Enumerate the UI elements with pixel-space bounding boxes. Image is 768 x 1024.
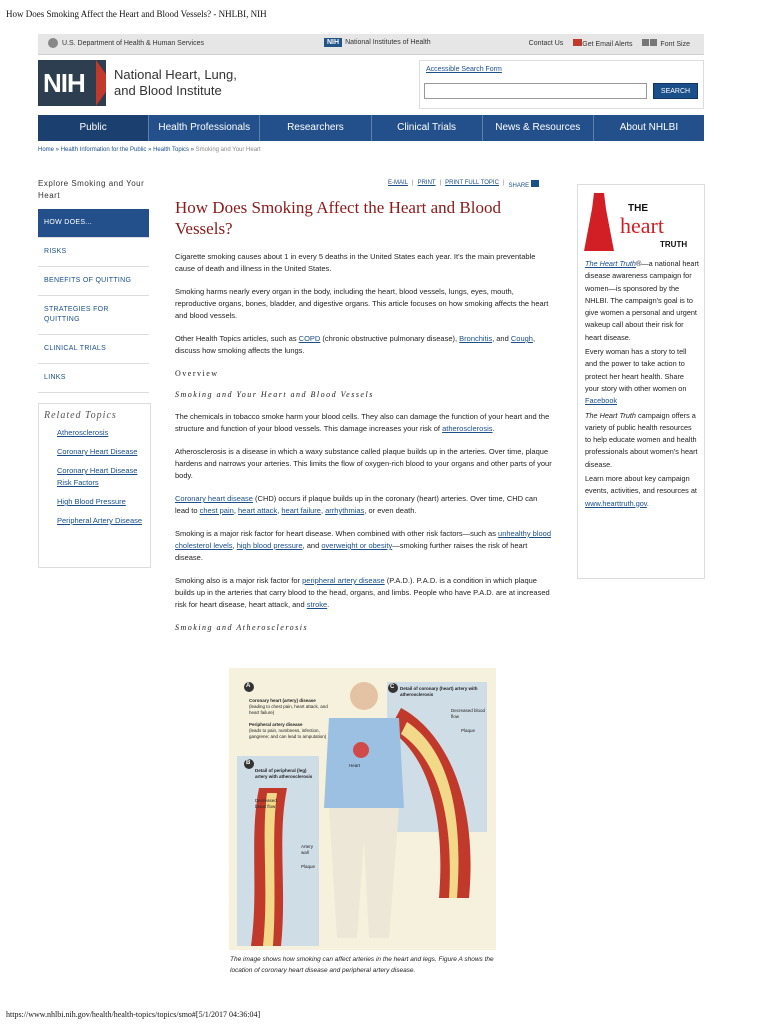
share-icon	[531, 180, 539, 187]
cholesterol-link[interactable]: unhealthy blood cholesterol levels	[175, 529, 552, 550]
institute-name	[114, 67, 237, 99]
nih-link[interactable]	[324, 38, 431, 47]
font-decrease-icon[interactable]	[642, 39, 649, 46]
nav-tab-news-resources[interactable]: News & Resources	[483, 115, 594, 141]
related-link[interactable]: Coronary Heart Disease	[57, 447, 138, 456]
cough-link[interactable]: Cough	[510, 334, 533, 343]
person-pants	[329, 808, 399, 938]
nav-tab-clinical-trials[interactable]: Clinical Trials	[372, 115, 483, 141]
breadcrumb-sep: »	[189, 147, 196, 153]
heart-label: Heart	[349, 763, 361, 768]
heart-attack-link[interactable]: heart attack	[237, 506, 278, 515]
arrhythmias-link[interactable]: arrhythmias	[325, 506, 365, 515]
nav-tab-public[interactable]: Public	[38, 115, 149, 141]
heart-truth-text	[585, 258, 699, 512]
related-link[interactable]: Atherosclerosis	[57, 428, 109, 437]
breadcrumb-current: Smoking and Your Heart	[195, 147, 261, 153]
print-link[interactable]: PRINT	[417, 180, 436, 186]
chd-link[interactable]: Coronary heart disease	[175, 494, 253, 503]
facebook-link[interactable]: Facebook	[585, 396, 618, 406]
institute-name-line1: National Heart, Lung,	[114, 67, 237, 82]
label-c: C	[390, 684, 395, 690]
heart-shape	[353, 742, 369, 758]
logo-truth: TRUTH	[660, 240, 688, 249]
logo-the: THE	[628, 203, 648, 214]
nih-badge: NIH	[324, 38, 342, 47]
mail-icon	[573, 39, 582, 46]
email-alerts-label: Get Email Alerts	[582, 41, 633, 48]
sidebar-nav	[38, 209, 149, 393]
search-input[interactable]	[424, 83, 647, 99]
hhs-eagle-icon	[48, 38, 58, 48]
chest-pain-link[interactable]: chest pain	[199, 506, 234, 515]
subsection-heading: Smoking and Atherosclerosis	[175, 623, 309, 632]
decreased-flow-b: Decreased blood flow	[255, 798, 277, 809]
related-link[interactable]: High Blood Pressure	[57, 497, 126, 506]
breadcrumb-sep: »	[146, 147, 154, 153]
atherosclerosis-illustration	[229, 668, 496, 950]
learn-more-text: Learn more about key campaign events, activities, and resources at	[585, 474, 697, 496]
font-size-label: Font Size	[660, 41, 690, 48]
logo-chevron	[96, 60, 106, 106]
figure-caption: The image shows how smoking can affect arteries in the heart and legs. Figure A shows the location of coronary heart disease and peripheral artery disease.	[230, 956, 494, 974]
sidebar-item-benefits[interactable]: BENEFITS OF QUITTING	[38, 267, 149, 296]
campaign-text: campaign offers a variety of public health resources to help educate women and health professionals about women's heart disease.	[585, 410, 698, 469]
detail-c-label: Detail of coronary (heart) artery with atherosclerosis	[400, 686, 478, 697]
heart-truth-box	[577, 184, 705, 579]
paragraph: The chemicals in tobacco smoke harm your blood cells. They also can damage the function of your heart and the structure and function of your blood vessels. This damage increases your risk of atherosclerosis.	[175, 412, 550, 433]
label-b: B	[246, 760, 251, 766]
paragraph: Coronary heart disease (CHD) occurs if plaque builds up in the coronary (heart) arteries. Over time, CHD can lead to chest pain, heart attack, heart failure, arrhythmias, or even death.	[175, 494, 538, 515]
heart-failure-link[interactable]: heart failure	[281, 506, 321, 515]
detail-b-label: Detail of peripheral (leg) artery with atherosclerosis	[255, 768, 313, 779]
breadcrumb-home[interactable]: Home	[38, 147, 55, 153]
nav-tab-researchers[interactable]: Researchers	[260, 115, 371, 141]
hhs-label: U.S. Department of Health & Human Services	[62, 39, 205, 47]
nav-tab-health-professionals[interactable]: Health Professionals	[149, 115, 260, 141]
paragraph: Other Health Topics articles, such as COPD (chronic obstructive pulmonary disease), Bronchitis, and Cough, discuss how smoking affects the lungs.	[175, 334, 536, 355]
related-topics	[38, 403, 151, 568]
sidebar-item-risks[interactable]: RISKS	[38, 238, 149, 267]
breadcrumb-sep: »	[54, 147, 61, 153]
decreased-flow-c: Decreased blood flow	[451, 708, 486, 719]
paragraph: Smoking harms nearly every organ in the body, including the heart, blood vessels, lungs, eyes, mouth, reproductive organs, bones, bladder, and digestive organs. This article focuses on how smoking affects the heart and blood vessels.	[175, 287, 549, 320]
email-alerts-link[interactable]	[573, 39, 632, 48]
contact-us-link[interactable]: Contact Us	[528, 40, 564, 47]
red-dress-icon	[584, 193, 614, 251]
related-link[interactable]: Peripheral Artery Disease	[57, 516, 143, 525]
obesity-link[interactable]: overweight or obesity	[321, 541, 393, 550]
chd-detail: (leading to chest pain, heart attack, and heart failure)	[249, 704, 328, 715]
search-box	[419, 60, 704, 109]
page-tools: E-MAIL | PRINT | PRINT FULL TOPIC | SHARE	[388, 180, 539, 189]
breadcrumb-topics[interactable]: Health Topics	[153, 147, 189, 153]
sidebar-item-clinical-trials[interactable]: CLINICAL TRIALS	[38, 335, 149, 364]
print-full-link[interactable]: PRINT FULL TOPIC	[445, 180, 499, 186]
heart-truth-logo[interactable]	[584, 189, 698, 257]
pad-link[interactable]: peripheral artery disease	[302, 576, 385, 585]
page-title: How Does Smoking Affect the Heart and Blood Vessels?	[175, 198, 501, 238]
share-label: SHARE	[508, 183, 530, 189]
story-text: Every woman has a story to tell and the power to take action to protect her heart health. Share your story with other women on	[585, 347, 687, 393]
site-period: .	[646, 498, 649, 508]
pad-label: Peripheral artery disease	[249, 722, 303, 727]
search-button[interactable]: SEARCH	[653, 83, 698, 99]
logo-abbr: NIH	[43, 68, 85, 98]
hearttruth-site-link[interactable]: www.hearttruth.gov	[585, 498, 647, 508]
person-shirt	[324, 718, 404, 808]
accessible-search-link[interactable]: Accessible Search Form	[426, 66, 502, 73]
nih-logo-mark	[38, 60, 106, 106]
institute-name-line2: and Blood Institute	[114, 83, 222, 98]
related-topics-title: Related Topics	[44, 410, 117, 421]
print-header: How Does Smoking Affect the Heart and Blood Vessels? - NHLBI, NIH	[6, 9, 267, 19]
site-logo[interactable]	[38, 60, 237, 106]
breadcrumb-public[interactable]: Health Information for the Public	[60, 147, 147, 153]
paragraph: Atherosclerosis is a disease in which a waxy substance called plaque builds up in the arteries. Over time, plaque hardens and narrows your arteries. This limits the flow of oxygen-rich blood to your organs and other parts of your body.	[175, 447, 552, 480]
sidebar-heading: Explore Smoking and Your Heart	[38, 179, 145, 200]
chd-label: Coronary heart (artery) disease	[249, 698, 316, 703]
font-increase-icon[interactable]	[650, 39, 657, 46]
article-body	[175, 251, 553, 644]
main-nav	[38, 115, 704, 141]
copd-link[interactable]: COPD	[298, 334, 321, 343]
related-link[interactable]: Coronary Heart Disease Risk Factors	[57, 466, 138, 487]
stroke-link[interactable]: stroke	[306, 600, 328, 609]
paragraph: Cigarette smoking causes about 1 in every 5 deaths in the United States each year. It's the main preventable cause of death and illness in the United States.	[175, 252, 536, 273]
paragraph: Smoking also is a major risk factor for peripheral artery disease (P.A.D.). P.A.D. is a condition in which plaque builds up in the arteries that carry blood to the head, organs, and limbs. People who have P.A.D. are at increased risk for heart disease, heart attack, and stroke.	[175, 576, 550, 609]
label-a: A	[246, 683, 251, 689]
atherosclerosis-link[interactable]: atherosclerosis	[442, 424, 493, 433]
bronchitis-link[interactable]: Bronchitis	[459, 334, 493, 343]
print-footer: https://www.nhlbi.nih.gov/health/health-topics/topics/smo#[5/1/2017 04:36:04]	[6, 1010, 261, 1019]
subsection-heading: Smoking and Your Heart and Blood Vessels	[175, 390, 374, 399]
logo-heart: heart	[620, 213, 664, 238]
nav-tab-about[interactable]: About NHLBI	[619, 122, 679, 133]
blood-pressure-link[interactable]: high blood pressure	[236, 541, 303, 550]
breadcrumb	[38, 147, 261, 153]
plaque-c: Plaque	[461, 728, 476, 733]
heart-truth-link[interactable]: The Heart Truth	[585, 259, 636, 268]
campaign-name: The Heart Truth	[585, 410, 636, 420]
paragraph: Smoking is a major risk factor for heart disease. When combined with other risk factors—such as unhealthy blood cholesterol levels, high blood pressure, and overweight or obesity—smoking further raises the risk of heart disease.	[175, 529, 552, 562]
section-heading: Overview	[175, 369, 219, 378]
heart-truth-desc: ®—a national heart disease awareness campaign for women—is sponsored by the NHLBI. The campaign's goal is to give women a personal and urgent wakeup call about their risk for heart disease.	[585, 259, 699, 342]
utility-bar	[38, 34, 704, 55]
share-link[interactable]	[509, 180, 539, 189]
sidebar-item-how-does[interactable]: HOW DOES...	[38, 209, 149, 238]
hhs-link[interactable]	[48, 38, 204, 48]
sidebar-item-strategies[interactable]: STRATEGIES FOR QUITTING	[38, 296, 149, 335]
nih-label: National Institutes of Health	[345, 39, 431, 46]
sidebar-item-links[interactable]: LINKS	[38, 364, 149, 393]
font-size-control[interactable]	[642, 39, 690, 48]
artery-wall-b: Artery wall	[301, 844, 314, 855]
plaque-b: Plaque	[301, 864, 316, 869]
person-head	[350, 682, 378, 710]
email-link[interactable]: E-MAIL	[388, 180, 409, 186]
pad-detail: (leads to pain, numbness, infection, gangrene; and can lead to amputation)	[249, 728, 327, 739]
